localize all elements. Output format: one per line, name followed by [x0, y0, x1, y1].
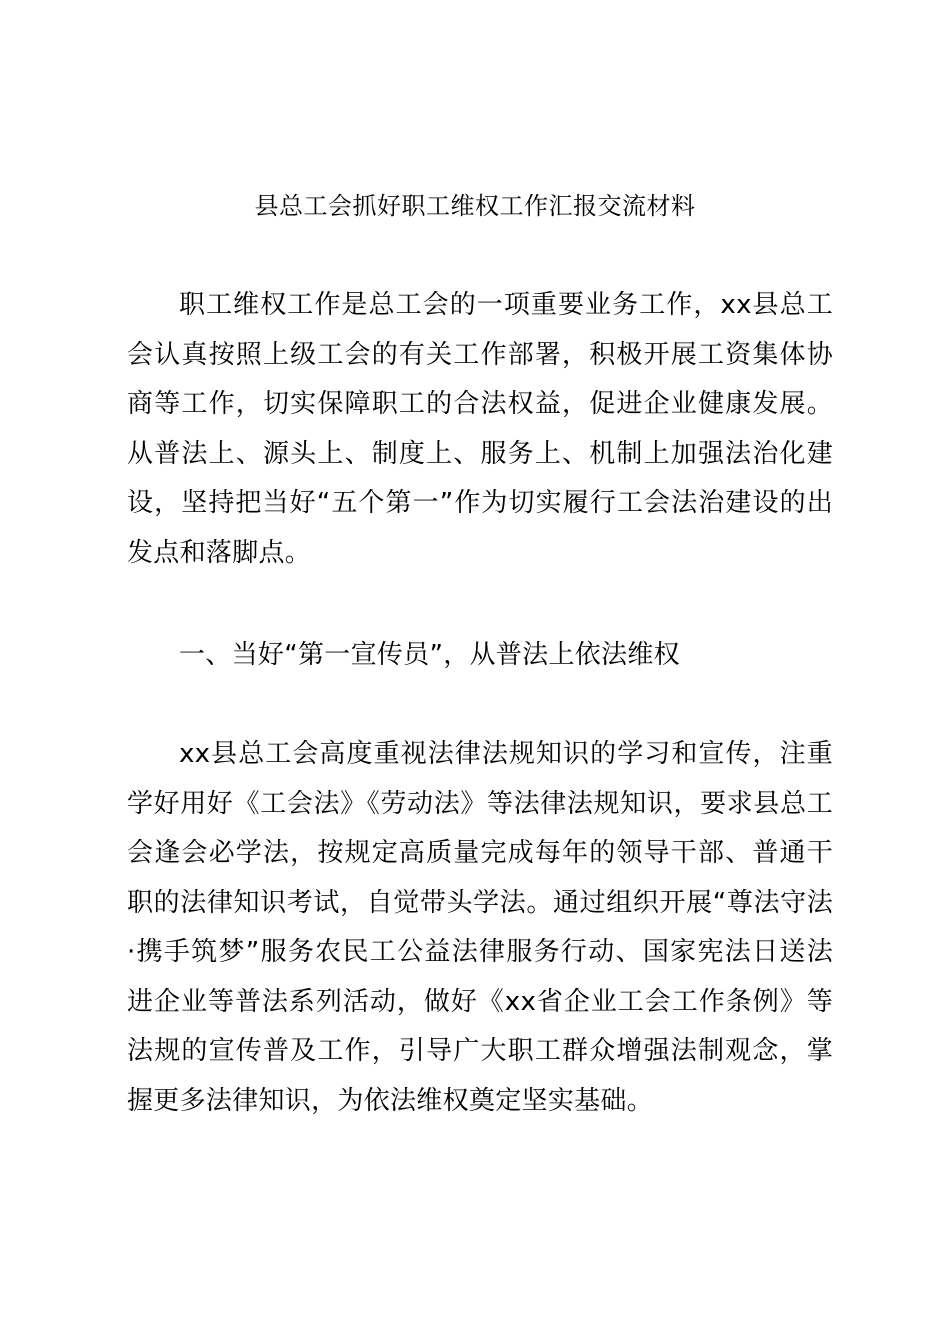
document-title: 县总工会抓好职工维权工作汇报交流材料	[254, 192, 696, 220]
section-1-heading: 一、当好“第一宣传员”，从普法上依法维权	[179, 640, 680, 670]
intro-paragraph: 职工维权工作是总工会的一项重要业务工作，xx县总工会认真按照上级工会的有关工作部署，积极开展工资集体协商等工作，切实保障职工的合法权益，促进企业健康发展。从普法上、源头上、制度上、服务上、机制上加强法治化建设，坚持把当好“五个第一”作为切实履行工会法治建设的出发点和落脚点。	[127, 290, 833, 568]
section-1-paragraph: xx县总工会高度重视法律法规知识的学习和宣传，注重学好用好《工会法》《劳动法》等法律法规知识，要求县总工会逢会必学法，按规定高质量完成每年的领导干部、普通干职的法律知识考试，自觉带头学法。通过组织开展“尊法守法·携手筑梦”服务农民工公益法律服务行动、国家宪法日送法进企业等普法系列活动，做好《xx省企业工会工作条例》等法规的宣传普及工作，引导广大职工群众增强法制观念，掌握更多法律知识，为依法维权奠定坚实基础。	[127, 739, 833, 1116]
